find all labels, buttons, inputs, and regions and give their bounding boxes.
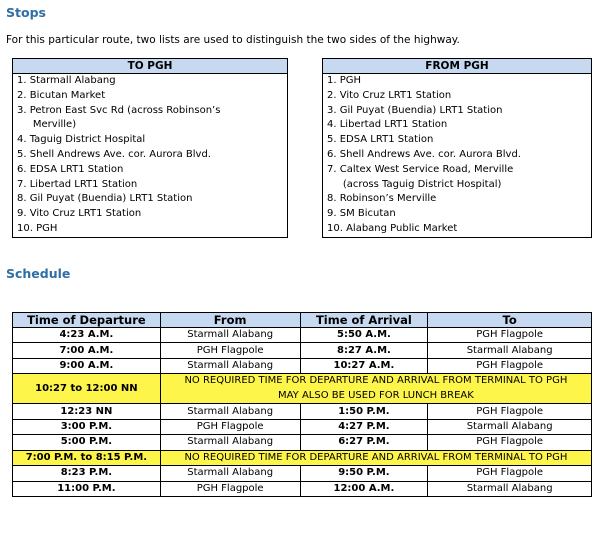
stop-item: 10. PGH	[17, 222, 58, 234]
stop-item: 5. Shell Andrews Ave. cor. Aurora Blvd.	[17, 148, 211, 160]
to-cell: Starmall Alabang	[428, 343, 592, 358]
arrival-cell: 4:27 P.M.	[300, 419, 428, 434]
stop-item: 4. Taguig District Hospital	[17, 134, 146, 146]
stop-item: 2. Vito Cruz LRT1 Station	[327, 89, 452, 101]
arrival-cell: 10:27 A.M.	[300, 358, 428, 373]
departure-cell: 4:23 A.M.	[13, 328, 161, 343]
col-header-from: From	[160, 313, 300, 328]
table-row	[13, 419, 592, 434]
from-cell: Starmall Alabang	[160, 328, 300, 343]
col-header-departure: Time of Departure	[13, 313, 161, 328]
schedule-table	[12, 312, 592, 497]
stop-item: 4. Libertad LRT1 Station	[327, 119, 448, 131]
from-cell: PGH Flagpole	[160, 343, 300, 358]
stop-item: 10. Alabang Public Market	[327, 222, 458, 234]
table-row	[13, 404, 592, 419]
stop-item: 8. Robinson’s Merville	[327, 193, 437, 205]
from-cell: Starmall Alabang	[160, 435, 300, 450]
stop-item: 3. Petron East Svc Rd (across Robinson’s	[17, 104, 221, 116]
to-cell: PGH Flagpole	[428, 435, 592, 450]
arrival-cell: 9:50 P.M.	[300, 466, 428, 481]
table-row	[13, 374, 592, 404]
to-cell: PGH Flagpole	[428, 466, 592, 481]
schedule-note-line: NO REQUIRED TIME FOR DEPARTURE AND ARRIVAL FROM TERMINAL TO PGH	[184, 451, 568, 463]
table-row	[13, 358, 592, 373]
from-cell: Starmall Alabang	[160, 466, 300, 481]
stop-item: 9. SM Bicutan	[327, 208, 396, 220]
to-cell: PGH Flagpole	[428, 358, 592, 373]
table-row	[13, 466, 592, 481]
from-pgh-stops-table	[322, 58, 592, 238]
stop-item: Merville)	[17, 119, 77, 131]
arrival-cell: 5:50 A.M.	[300, 328, 428, 343]
table-row	[13, 450, 592, 466]
from-cell: Starmall Alabang	[160, 358, 300, 373]
stop-item: 7. Caltex West Service Road, Merville	[327, 163, 514, 175]
to-pgh-stops-table	[12, 58, 288, 238]
departure-cell: 3:00 P.M.	[13, 419, 161, 434]
departure-cell: 8:23 P.M.	[13, 466, 161, 481]
table-row	[13, 343, 592, 358]
to-cell: Starmall Alabang	[428, 419, 592, 434]
to-cell: PGH Flagpole	[428, 328, 592, 343]
stop-item: 3. Gil Puyat (Buendia) LRT1 Station	[327, 104, 503, 116]
stop-item: 2. Bicutan Market	[17, 89, 106, 101]
stops-heading: Stops	[6, 5, 46, 20]
from-cell: PGH Flagpole	[160, 481, 300, 496]
schedule-note-line: MAY ALSO BE USED FOR LUNCH BREAK	[277, 389, 474, 401]
arrival-cell: 1:50 P.M.	[300, 404, 428, 419]
stop-item: 6. Shell Andrews Ave. cor. Aurora Blvd.	[327, 148, 521, 160]
stop-item: 5. EDSA LRT1 Station	[327, 134, 434, 146]
to-cell: PGH Flagpole	[428, 404, 592, 419]
table-row	[13, 328, 592, 343]
departure-cell: 10:27 to 12:00 NN	[13, 374, 161, 404]
departure-cell: 12:23 NN	[13, 404, 161, 419]
stop-item: (across Taguig District Hospital)	[327, 178, 502, 190]
departure-cell: 5:00 P.M.	[13, 435, 161, 450]
stop-item: 1. Starmall Alabang	[17, 75, 116, 86]
col-header-arrival: Time of Arrival	[300, 313, 428, 328]
stop-item: 6. EDSA LRT1 Station	[17, 163, 124, 175]
arrival-cell: 6:27 P.M.	[300, 435, 428, 450]
to-pgh-header: TO PGH	[13, 59, 288, 74]
stop-item: 7. Libertad LRT1 Station	[17, 178, 138, 190]
departure-cell: 11:00 P.M.	[13, 481, 161, 496]
stops-intro: For this particular route, two lists are used to distinguish the two sides of the highway.	[6, 34, 460, 46]
departure-cell: 9:00 A.M.	[13, 358, 161, 373]
schedule-heading: Schedule	[6, 266, 71, 281]
col-header-to: To	[428, 313, 592, 328]
departure-cell: 7:00 A.M.	[13, 343, 161, 358]
schedule-note-line: NO REQUIRED TIME FOR DEPARTURE AND ARRIVAL FROM TERMINAL TO PGH	[184, 375, 568, 387]
schedule-note-cell	[160, 450, 591, 466]
from-pgh-header: FROM PGH	[323, 59, 592, 74]
schedule-note-cell	[160, 374, 591, 404]
stop-item: 1. PGH	[327, 75, 362, 86]
stop-item: 8. Gil Puyat (Buendia) LRT1 Station	[17, 193, 193, 205]
table-row	[13, 435, 592, 450]
departure-cell: 7:00 P.M. to 8:15 P.M.	[13, 450, 161, 466]
arrival-cell: 8:27 A.M.	[300, 343, 428, 358]
to-cell: Starmall Alabang	[428, 481, 592, 496]
arrival-cell: 12:00 A.M.	[300, 481, 428, 496]
from-cell: PGH Flagpole	[160, 419, 300, 434]
table-row	[13, 481, 592, 496]
from-cell: Starmall Alabang	[160, 404, 300, 419]
stop-item: 9. Vito Cruz LRT1 Station	[17, 208, 142, 220]
